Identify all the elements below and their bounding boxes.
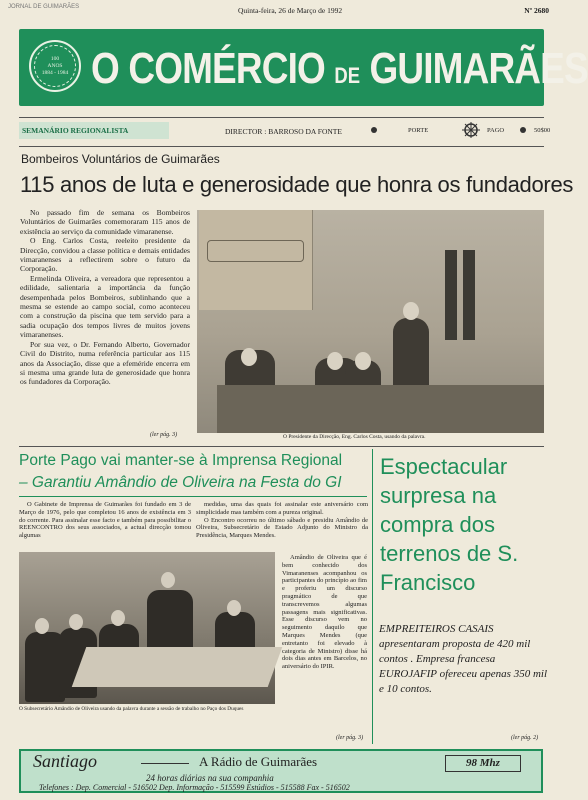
centenary-seal-icon	[29, 40, 81, 92]
person-head	[227, 600, 241, 616]
director-label: DIRECTOR : BARROSO DA FONTE	[225, 127, 342, 136]
lead-paragraph: Ermelinda Oliveira, a vereadora que representou a edilidade, salientaria a importância da função desempenhada pelos Bombeiros, sublinhando que a mesma se estende ao campo social, como aconteceu com a construção da piscina que tem servido para a sadia ocupação dos tempos livres de muitos jovens vimaranenses.	[20, 273, 190, 340]
porte-paragraph: Amândio de Oliveira que é bem conhecido dos Vimaranenses acompanhou os participantes do princípio ao fim e proferiu um discurso pragmático de que transcrevemos algumas passagens mais significativas. Esse discurso vem no seguimento daquilo que Marques Mendes (que entretanto foi elevado à categoria de Ministro) disse há dois dias antes em Barcelos, no aniversário do IPIR.	[282, 554, 367, 671]
seal-line-2: ANOS	[47, 63, 63, 69]
porte-photo	[19, 552, 275, 704]
lead-kicker: Bombeiros Voluntários de Guimarães	[21, 152, 220, 166]
porte-col-2	[196, 501, 368, 540]
advert-slogan: 24 horas diárias na sua companhia	[146, 773, 274, 783]
bullet-icon	[520, 127, 526, 133]
info-bar	[19, 119, 551, 145]
newspaper-title	[91, 39, 588, 99]
porte-headline: Porte Pago vai manter-se à Imprensa Regional	[19, 452, 343, 469]
top-strip	[8, 4, 549, 18]
table	[217, 385, 544, 433]
person-head	[327, 352, 343, 370]
masthead	[19, 29, 588, 106]
bullet-icon	[371, 127, 377, 133]
feature-border	[372, 449, 373, 744]
section-divider	[19, 446, 544, 447]
laurel-wreath-icon	[34, 45, 76, 87]
porte-paragraph: O Gabinete de Imprensa de Guimarães foi fundado em 3 de Março de 1976, pelo que completou 16 anos de existência em 3 do corrente. Para assinalar esse facto e também para possibilitar o REENCONTRO dos seus associados, a actual direcção tomou algumas	[19, 501, 191, 540]
regional-label: SEMANÁRIO REGIONALISTA	[19, 122, 169, 139]
title-prefix: O	[91, 44, 119, 93]
feature-body: EMPREITEIROS CASAIS apresentaram proposta de 420 mil contos . Empresa francesa EUROJAFIP ofereceu apenas 350 mil e 10 contos.	[379, 623, 548, 695]
advert-contacts: Telefones : Dep. Comercial - 516502 Dep. Informação - 515599 Estúdios - 515588 Fax - 516502	[39, 783, 350, 792]
radio-advert	[19, 749, 543, 793]
porte-paragraph: medidas, uma das quais foi assinalar este aniversário com simplicidade mas também com a pureza original.	[196, 501, 368, 516]
porte-subheadline: – Garantiu Amândio de Oliveira na Festa do GI	[19, 474, 342, 491]
advert-frequency: 98 Mhz	[445, 755, 521, 772]
advert-dash	[141, 763, 189, 764]
divider-top	[19, 117, 544, 118]
top-left-label: JORNAL DE GUIMARÃES	[8, 4, 80, 10]
person-head	[161, 572, 175, 588]
porte-photo-caption: O Subsecretário Amândio de Oliveira usando da palavra durante a sessão de trabalho no Paço dos Duques	[19, 706, 244, 712]
title-main: COMÉRCIO	[128, 44, 325, 93]
porte-rule	[19, 496, 367, 497]
person-head	[111, 610, 125, 626]
lead-paragraph: No passado fim de semana os Bombeiros Voluntários de Guimarães comemoraram 115 anos de existência ao serviço da comunidade vimaranense.	[20, 208, 190, 236]
lead-page-ref: (ler pág. 3)	[150, 432, 178, 438]
porte-paragraph: O Encontro ocorreu no último sábado e presidiu Amândio de Oliveira, Subsecretário de Estado Adjunto do Ministro da Presidência, Marques Mendes.	[196, 516, 368, 540]
pago-label: PAGO	[487, 127, 505, 134]
price-label: 50$00	[534, 127, 551, 134]
issue-number: Nº 2680	[524, 6, 549, 15]
issue-date: Quinta-feira, 26 de Março de 1992	[238, 6, 343, 15]
feature-page-ref: (ler pág. 2)	[511, 735, 539, 741]
porte-page-ref: (ler pág. 3)	[336, 735, 364, 741]
lead-photo-caption: O Presidente da Direcção, Eng. Carlos Costa, usando da palavra.	[283, 434, 426, 440]
lead-paragraph: Por sua vez, o Dr. Fernando Alberto, Governador Civil do Distrito, numa referência particular aos 115 anos da Associação, disse que a efeméride encerra em si mesma uma grande luta de generosidade que honra os fundadores da Corporação.	[20, 339, 190, 387]
porte-col-3	[282, 554, 367, 671]
feature-headline: Espectacular surpresa na compra dos terrenos de S. Francisco	[380, 454, 519, 595]
divider-bottom	[19, 146, 544, 147]
lead-paragraph: O Eng. Carlos Costa, reeleito presidente da Direcção, convidou a classe política e demais entidades vimaranenses a reflectirem sobre o futuro da Corporação.	[20, 236, 190, 274]
advert-brand: Santiago	[33, 751, 98, 771]
advert-radio-name: A Rádio de Guimarães	[199, 754, 318, 769]
person-head	[403, 302, 419, 320]
lead-body	[20, 208, 190, 387]
lead-photo	[197, 210, 544, 433]
flag	[463, 250, 475, 340]
person-head	[241, 348, 257, 366]
lead-headline: 115 anos de luta e generosidade que honra os fundadores	[20, 172, 574, 197]
porte-col-1	[19, 501, 191, 540]
table	[72, 647, 283, 687]
flag	[445, 250, 457, 340]
title-de: DE	[334, 63, 361, 88]
porte-label: PORTE	[408, 127, 429, 134]
person-head	[69, 614, 83, 630]
seal-line-3: 1884 - 1984	[41, 70, 69, 76]
person-head	[355, 352, 371, 370]
title-end: GUIMARÃES	[369, 44, 588, 93]
banner-tapestry	[199, 210, 313, 310]
seal-line-1: 100	[50, 56, 60, 62]
person-head	[35, 618, 49, 634]
emblem-icon	[460, 121, 482, 139]
